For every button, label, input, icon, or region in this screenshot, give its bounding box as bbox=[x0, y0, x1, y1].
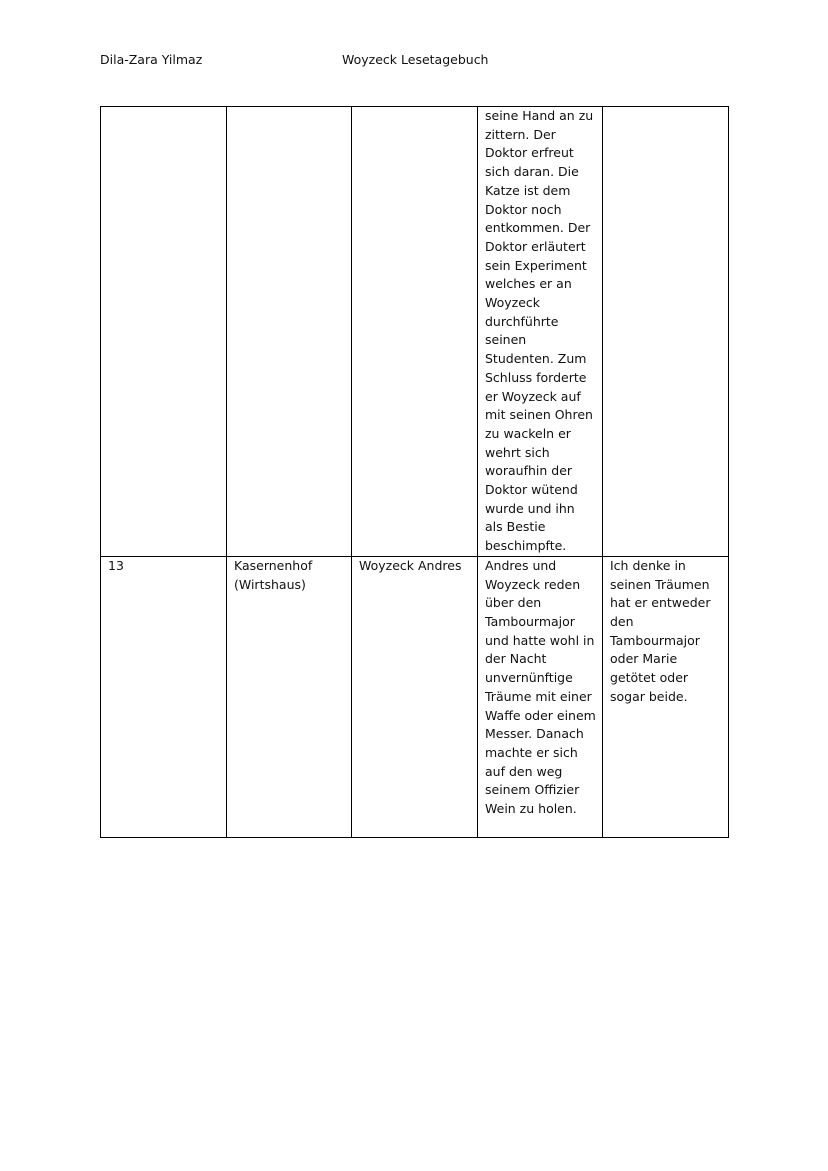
table-row bbox=[101, 107, 729, 557]
reading-journal-table bbox=[100, 106, 729, 838]
place-cell bbox=[227, 107, 352, 557]
document-title: Woyzeck Lesetagebuch bbox=[342, 52, 489, 67]
scene-number-cell: 13 bbox=[101, 556, 227, 837]
content-cell: Andres und Woyzeck reden über den Tambourmajor und hatte wohl in der Nacht unvernünftige Träume mit einer Waffe oder einem Messer. Danach machte er sich auf den weg seinem Offizier Wein zu holen. bbox=[478, 556, 603, 837]
table-row bbox=[101, 556, 729, 837]
content-cell: seine Hand an zu zittern. Der Doktor erfreut sich daran. Die Katze ist dem Doktor noch entkommen. Der Doktor erläutert sein Experiment welches er an Woyzeck durchführte seinen Studenten. Zum Schluss forderte er Woyzeck auf mit seinen Ohren zu wackeln er wehrt sich woraufhin der Doktor wütend wurde und ihn als Bestie beschimpfte. bbox=[478, 107, 603, 557]
comment-cell bbox=[603, 107, 729, 557]
place-cell: Kasernenhof (Wirtshaus) bbox=[227, 556, 352, 837]
author-name: Dila-Zara Yilmaz bbox=[100, 52, 203, 67]
characters-cell bbox=[352, 107, 478, 557]
scene-number-cell bbox=[101, 107, 227, 557]
page-header bbox=[100, 52, 728, 72]
characters-cell: Woyzeck Andres bbox=[352, 556, 478, 837]
comment-cell: Ich denke in seinen Träumen hat er entweder den Tambourmajor oder Marie getötet oder sogar beide. bbox=[603, 556, 729, 837]
